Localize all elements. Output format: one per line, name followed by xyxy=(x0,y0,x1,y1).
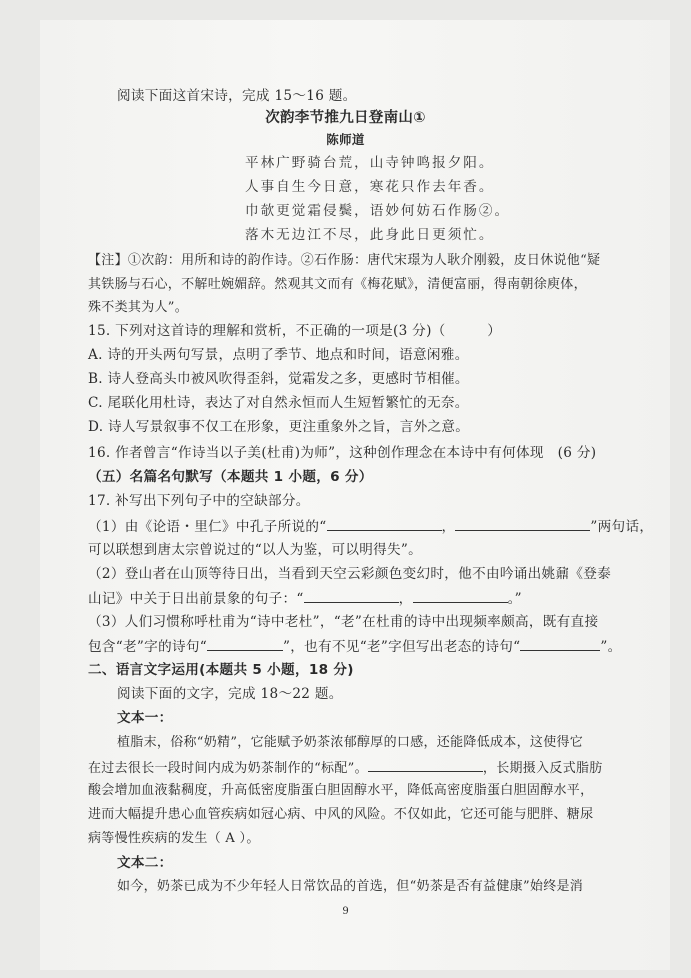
q17-part2: （2）登山者在山顶等待日出，当看到天空云彩颜色变幻时，他不由吟诵出姚鼐《登泰 xyxy=(88,566,612,582)
text1-line: 酸会增加血液黏稠度，升高低密度脂蛋白胆固醇水平，降低高密度脂蛋白胆固醇水平， xyxy=(88,783,594,798)
answer-blank[interactable] xyxy=(207,636,283,651)
text1-label: 文本一： xyxy=(117,710,173,726)
poem-title: 次韵李节推九日登南山① xyxy=(265,110,426,126)
answer-blank[interactable] xyxy=(520,636,600,651)
poem-line: 巾欹更觉霜侵鬓，语妙何妨石作肠②。 xyxy=(245,203,511,219)
note-line: 殊不类其为人”。 xyxy=(88,300,189,315)
reading-instruction-2: 阅读下面的文字，完成 18～22 题。 xyxy=(117,686,343,702)
section2-heading: 二、语言文字运用(本题共 5 小题，18 分) xyxy=(88,662,354,678)
text1-line: 进而大幅提升患心血管疾病如冠心病、中风的风险。不仅如此，它还可能与肥胖、糖尿 xyxy=(88,807,594,822)
comma: ， xyxy=(398,591,413,607)
poem-author: 陈师道 xyxy=(326,132,365,147)
q17-part1-cont: 可以联想到唐太宗曾说过的“以人为鉴，可以明得失”。 xyxy=(88,542,423,558)
q15-stem: 15. 下列对这首诗的理解和赏析，不正确的一项是(3 分)（ ） xyxy=(88,323,502,339)
poem-line: 平林广野骑台荒，山寺钟鸣报夕阳。 xyxy=(245,155,495,171)
q17-part3: （3）人们习惯称呼杜甫为“诗中老杜”，“老”在杜甫的诗中出现频率颇高，既有直接 xyxy=(88,614,599,630)
q17-part1-tail: ”两句话， xyxy=(590,519,654,535)
q17-part2-text: 山记》中关于日出前景象的句子：“ xyxy=(88,591,304,607)
text1-line: 植脂末，俗称“奶精”，它能赋予奶茶浓郁醇厚的口感，还能降低成本，这使得它 xyxy=(117,735,584,750)
text1-text: 在过去很长一段时间内成为奶茶制作的“标配”。 xyxy=(88,761,368,776)
q17-stem: 17. 补写出下列句子中的空缺部分。 xyxy=(88,493,310,509)
q15-option-c: C. 尾联化用杜诗，表达了对自然永恒而人生短暂繁忙的无奈。 xyxy=(88,395,469,411)
q15-option-b: B. 诗人登高头巾被风吹得歪斜，觉霜发之多，更感时节相催。 xyxy=(88,371,469,387)
q15-option-d: D. 诗人写景叙事不仅工在形象，更注重象外之旨，言外之意。 xyxy=(88,419,470,435)
answer-blank[interactable] xyxy=(368,757,483,772)
q17-part3-cont xyxy=(88,636,622,657)
answer-blank[interactable] xyxy=(327,516,442,531)
comma: ， xyxy=(441,519,456,535)
text1-text: ，长期摄入反式脂肪 xyxy=(482,761,603,776)
q17-part2-tail: 。” xyxy=(507,591,522,607)
q15-option-a: A. 诗的开头两句写景，点明了季节、地点和时间，语意闲雅。 xyxy=(88,347,469,363)
q16-stem: 16. 作者曾言“作诗当以子美(杜甫)为师”，这种创作理念在本诗中有何体现 (6 分) xyxy=(88,445,597,461)
poem-line: 落木无边江不尽，此身此日更须忙。 xyxy=(245,227,495,243)
answer-blank[interactable] xyxy=(455,516,590,531)
answer-blank[interactable] xyxy=(413,588,508,603)
q17-part3-tail: ”。 xyxy=(600,639,622,655)
text1-line xyxy=(88,757,603,779)
note-line: 【注】①次韵：用所和诗的韵作诗。②石作肠：唐代宋璟为人耿介刚毅，皮日休说他“疑 xyxy=(88,253,601,268)
q17-part1-text: （1）由《论语・里仁》中孔子所说的“ xyxy=(88,519,327,535)
q17-part3-mid: ”，也有不见“老”字但写出老态的诗句“ xyxy=(283,639,521,655)
text1-line: 病等慢性疾病的发生（ A ）。 xyxy=(88,831,260,846)
q17-part1 xyxy=(88,516,653,537)
reading-instruction: 阅读下面这首宋诗，完成 15～16 题。 xyxy=(117,88,357,104)
text2-line: 如今，奶茶已成为不少年轻人日常饮品的首选，但“奶茶是否有益健康”始终是消 xyxy=(117,879,584,894)
text2-label: 文本二： xyxy=(117,855,173,871)
page-number: 9 xyxy=(342,906,349,917)
note-line: 其铁肠与石心，不解吐婉媚辞。然观其文而有《梅花赋》，清便富丽，得南朝徐庾体， xyxy=(88,277,587,292)
poem-line: 人事自生今日意，寒花只作去年香。 xyxy=(245,179,495,195)
answer-blank[interactable] xyxy=(304,588,399,603)
q17-part3-text: 包含“老”字的诗句“ xyxy=(88,639,208,655)
q17-part2-cont xyxy=(88,588,522,609)
section5-heading: （五）名篇名句默写（本题共 1 小题，6 分） xyxy=(88,469,373,485)
